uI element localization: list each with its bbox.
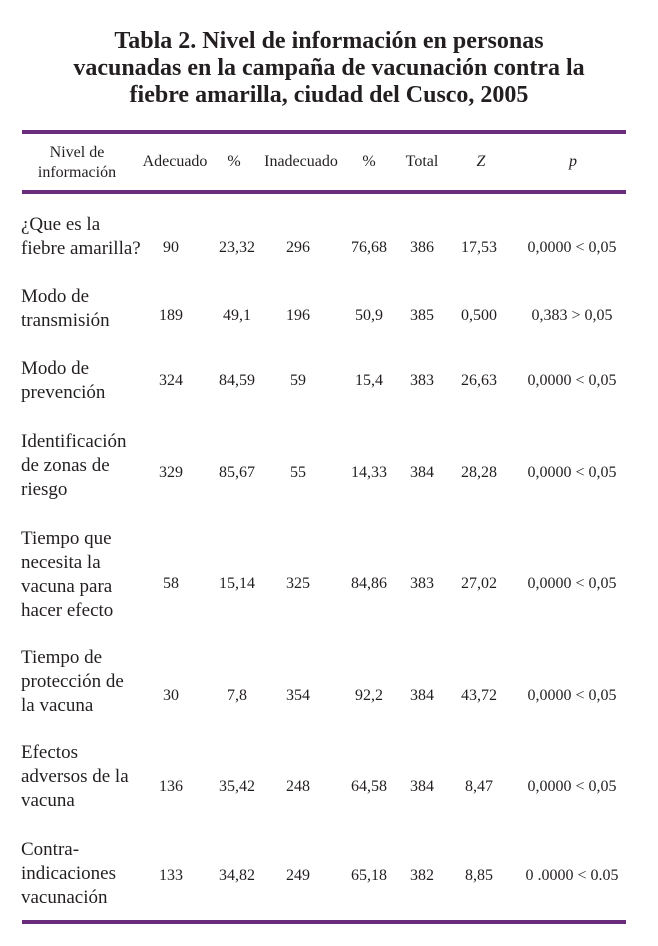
row-label xyxy=(21,838,116,910)
cell-z: 17,53 xyxy=(461,239,497,256)
cell-pct-adecuado: 15,14 xyxy=(219,575,255,592)
row-label xyxy=(21,213,141,261)
cell-z: 26,63 xyxy=(461,372,497,389)
row-label-line: riesgo xyxy=(21,479,68,500)
header-rule xyxy=(22,190,626,194)
cell-p: 0,0000 < 0,05 xyxy=(527,372,617,389)
table-title xyxy=(0,28,658,109)
cell-pct-adecuado: 85,67 xyxy=(219,464,255,481)
header-inadecuado: Inadecuado xyxy=(264,153,338,170)
cell-p: 0,0000 < 0,05 xyxy=(527,687,617,704)
row-label-line: la vacuna xyxy=(21,695,94,716)
row-label-line: Tiempo de xyxy=(21,647,103,668)
cell-pct-inadecuado: 76,68 xyxy=(351,239,387,256)
cell-adecuado: 329 xyxy=(159,464,183,481)
row-label xyxy=(21,430,127,502)
row-label-line: necesita la xyxy=(21,552,101,573)
cell-z: 27,02 xyxy=(461,575,497,592)
cell-pct-inadecuado: 15,4 xyxy=(355,372,383,389)
cell-z: 8,85 xyxy=(465,867,493,884)
cell-z: 8,47 xyxy=(465,778,493,795)
cell-adecuado: 90 xyxy=(163,239,179,256)
header-pct-inadecuado: % xyxy=(362,153,376,170)
row-label-line: Identificación xyxy=(21,431,127,452)
cell-adecuado: 136 xyxy=(159,778,183,795)
cell-pct-adecuado: 7,8 xyxy=(227,687,247,704)
cell-inadecuado: 354 xyxy=(286,687,310,704)
row-label xyxy=(21,285,110,333)
cell-pct-inadecuado: 50,9 xyxy=(355,307,383,324)
cell-inadecuado: 55 xyxy=(290,464,306,481)
cell-adecuado: 324 xyxy=(159,372,183,389)
cell-inadecuado: 248 xyxy=(286,778,310,795)
cell-total: 386 xyxy=(410,239,434,256)
header-p: p xyxy=(569,153,577,170)
row-label-line: Tiempo que xyxy=(21,528,112,549)
title-line: fiebre amarilla, ciudad del Cusco, 2005 xyxy=(129,82,529,108)
cell-pct-adecuado: 34,82 xyxy=(219,867,255,884)
bottom-rule xyxy=(22,920,626,924)
row-label xyxy=(21,741,129,813)
cell-p: 0,0000 < 0,05 xyxy=(527,778,617,795)
row-label-line: Modo de xyxy=(21,358,90,379)
cell-z: 28,28 xyxy=(461,464,497,481)
cell-inadecuado: 249 xyxy=(286,867,310,884)
row-label-line: transmisión xyxy=(21,310,110,331)
cell-total: 384 xyxy=(410,464,434,481)
cell-pct-inadecuado: 14,33 xyxy=(351,464,387,481)
header-total: Total xyxy=(405,153,439,170)
row-label-line: vacuna para xyxy=(21,576,113,597)
row-label-line: hacer efecto xyxy=(21,600,114,621)
row-label-line: vacunación xyxy=(21,887,108,908)
cell-pct-inadecuado: 65,18 xyxy=(351,867,387,884)
cell-pct-adecuado: 84,59 xyxy=(219,372,255,389)
header-z: Z xyxy=(476,153,486,170)
cell-inadecuado: 59 xyxy=(290,372,306,389)
cell-adecuado: 133 xyxy=(159,867,183,884)
row-label xyxy=(21,527,113,623)
row-label-line: vacuna xyxy=(21,790,75,811)
cell-z: 0,500 xyxy=(461,307,497,324)
row-label-line: fiebre amarilla? xyxy=(21,238,141,259)
cell-pct-inadecuado: 92,2 xyxy=(355,687,383,704)
cell-p: 0,0000 < 0,05 xyxy=(527,464,617,481)
cell-p: 0,0000 < 0,05 xyxy=(527,239,617,256)
cell-adecuado: 30 xyxy=(163,687,179,704)
cell-pct-adecuado: 49,1 xyxy=(223,307,251,324)
row-label-line: indicaciones xyxy=(21,863,116,884)
title-line: vacunadas en la campaña de vacunación contra la xyxy=(73,55,585,81)
cell-inadecuado: 296 xyxy=(286,239,310,256)
header-nivel-line1: Nivel de xyxy=(49,144,105,161)
header-adecuado: Adecuado xyxy=(142,153,208,170)
cell-p: 0 .0000 < 0.05 xyxy=(525,867,619,884)
cell-total: 383 xyxy=(410,372,434,389)
row-label-line: prevención xyxy=(21,382,106,403)
row-label-line: Modo de xyxy=(21,286,90,307)
cell-pct-inadecuado: 64,58 xyxy=(351,778,387,795)
cell-pct-adecuado: 23,32 xyxy=(219,239,255,256)
row-label-line: Efectos xyxy=(21,742,78,763)
cell-total: 384 xyxy=(410,687,434,704)
row-label-line: de zonas de xyxy=(21,455,110,476)
row-label-line: adversos de la xyxy=(21,766,129,787)
cell-inadecuado: 325 xyxy=(286,575,310,592)
cell-adecuado: 58 xyxy=(163,575,179,592)
header-nivel-line2: información xyxy=(37,164,117,181)
cell-total: 382 xyxy=(410,867,434,884)
row-label xyxy=(21,357,105,405)
cell-inadecuado: 196 xyxy=(286,307,310,324)
row-label-line: ¿Que es la xyxy=(21,214,101,235)
top-rule xyxy=(22,130,626,134)
cell-total: 384 xyxy=(410,778,434,795)
title-line: Tabla 2. Nivel de información en personas xyxy=(114,28,544,54)
row-label-line: protección de xyxy=(21,671,124,692)
cell-pct-adecuado: 35,42 xyxy=(219,778,255,795)
cell-z: 43,72 xyxy=(461,687,497,704)
header-pct-adecuado: % xyxy=(227,153,241,170)
row-label-line: Contra- xyxy=(21,839,80,860)
cell-total: 383 xyxy=(410,575,434,592)
row-label xyxy=(21,646,124,718)
header-nivel xyxy=(22,143,132,183)
cell-pct-inadecuado: 84,86 xyxy=(351,575,387,592)
cell-adecuado: 189 xyxy=(159,307,183,324)
cell-p: 0,383 > 0,05 xyxy=(531,307,613,324)
cell-p: 0,0000 < 0,05 xyxy=(527,575,617,592)
cell-total: 385 xyxy=(410,307,434,324)
